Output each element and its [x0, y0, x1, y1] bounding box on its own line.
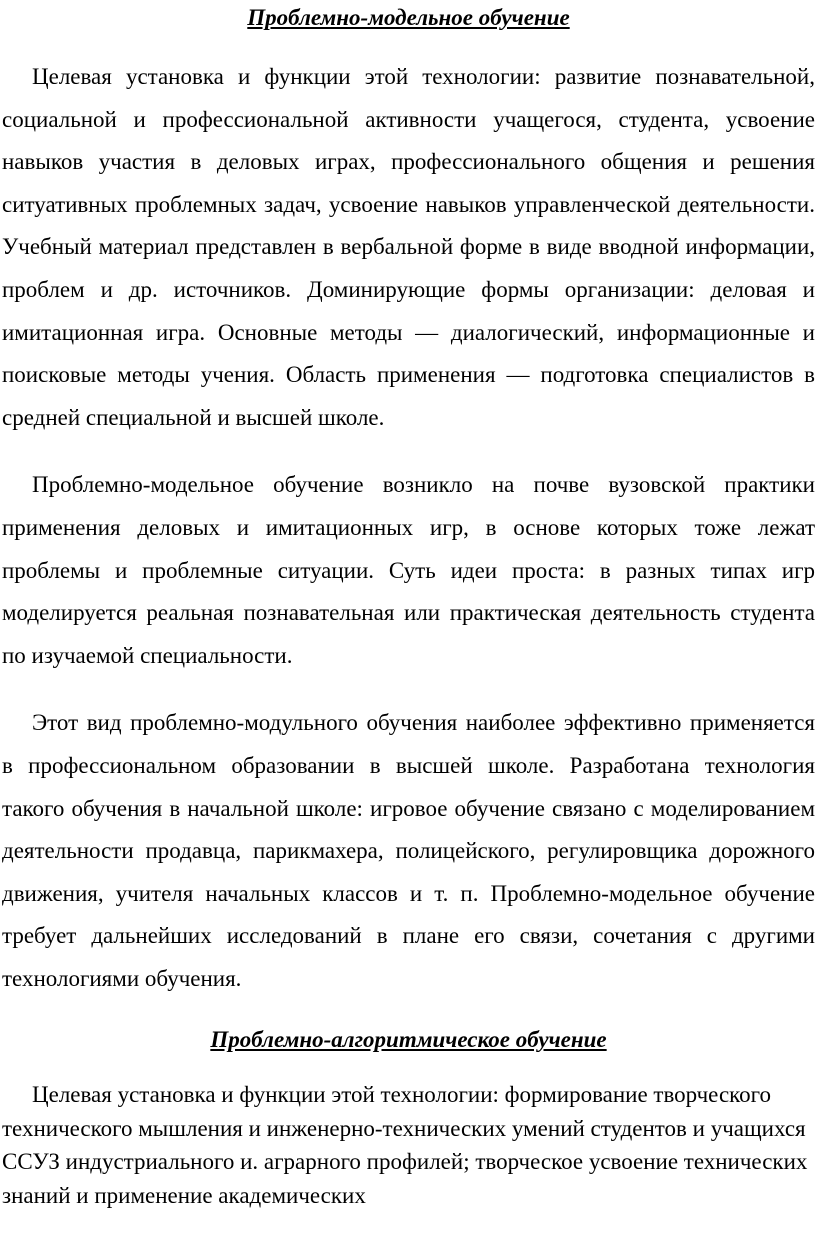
paragraph-goals-functions: Целевая установка и функции этой технологии: развитие познавательной, социальной и профессиональной активности учащегося, студента, усвоение навыков участия в деловых играх, профессионального общения и решения ситуативных проблемных задач, усвоение навыков управленческой деятельности. Учебный материал представлен в вербальной форме в виде вводной информации, проблем и др. источников. Доминирующие формы организации: деловая и имитационная игра. Основные методы — диалогический, информационные и поисковые методы учения. Область применения — подготовка специалистов в средней специальной и высшей школе. — [2, 64, 815, 430]
paragraph-application: Этот вид проблемно-модульного обучения наиболее эффективно применяется в профессиональном образовании в высшей школе. Разработана технология такого обучения в начальной школе: игровое обучение связано с моделированием деятельности продавца, парикмахера, полицейского, регулировщика дорожного движения, учителя начальных классов и т. п. Проблемно-модельное обучение требует дальнейших исследований в плане его связи, сочетания с другими технологиями обучения. — [2, 710, 815, 991]
section-heading-problem-model-learning: Проблемно-модельное обучение — [247, 5, 570, 30]
paragraph-origin: Проблемно-модельное обучение возникло на почве вузовской практики применения деловых и имитационных игр, в основе которых тоже лежат проблемы и проблемные ситуации. Суть идеи проста: в разных типах игр моделируется реальная познавательная или практическая деятельность студента по изучаемой специальности. — [2, 472, 815, 668]
section-heading-problem-algorithmic-learning: Проблемно-алгоритмическое обучение — [210, 1027, 607, 1053]
paragraph-algorithmic-goals: Целевая установка и функции этой технологии: формирование творческого технического мышления и инженерно-технических умений студентов и учащихся ССУЗ индустриального и. аграрного профилей; творческое усвоение технических знаний и применение академических — [2, 1082, 808, 1208]
